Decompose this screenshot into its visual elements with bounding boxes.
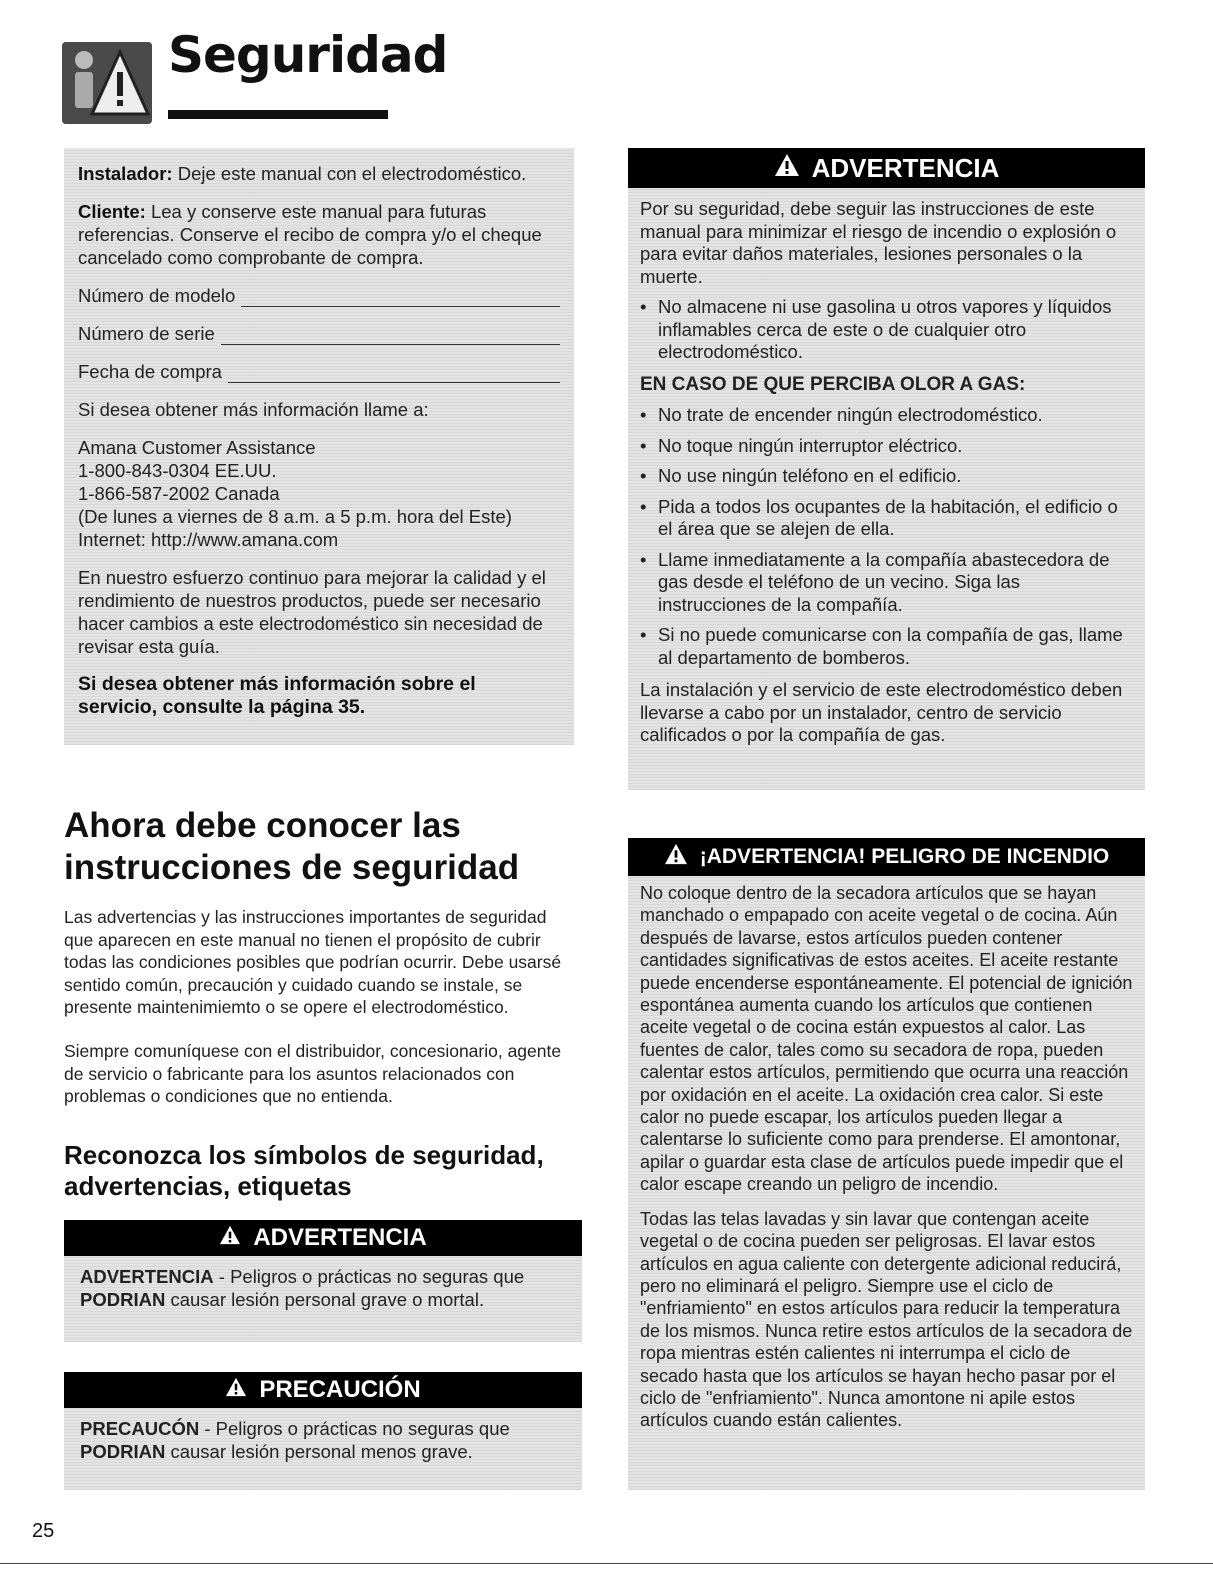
symbol-warning-line — [80, 1266, 570, 1289]
symbol-caution-box — [64, 1372, 582, 1490]
list-item: • No almacene ni use gasolina u otros vapores y líquidos inflamables cerca de este o de cualquier otro electrodoméstico. — [640, 296, 1133, 364]
contact-line: 1-800-843-0304 EE.UU. — [78, 460, 277, 481]
list-item: • Si no puede comunicarse con la compañía de gas, llame al departamento de bomberos. — [640, 624, 1133, 669]
warning-triangle-icon — [225, 1376, 247, 1404]
warning-box — [628, 148, 1145, 790]
section-subheading: Reconozca los símbolos de seguridad, advertencias, etiquetas — [64, 1140, 544, 1201]
page-number: 25 — [32, 1520, 55, 1542]
warning-closing: La instalación y el servicio de este electrodoméstico deben llevarse a cabo por un instalador, centro de servicio calificados o por la compañía de gas. — [640, 679, 1123, 745]
bullet-text: No toque ningún interruptor eléctrico. — [658, 434, 963, 456]
symbol-warning-title: ADVERTENCIA — [253, 1224, 427, 1251]
list-item: • No toque ningún interruptor eléctrico. — [640, 434, 963, 456]
service-text: Si desea obtener más información sobre el servicio, consulte la página 35. — [78, 673, 476, 718]
serial-line[interactable] — [221, 328, 560, 345]
bullet-text: No almacene ni use gasolina u otros vapores y líquidos inflamables cerca de este o de cualquier otro electrodoméstico. — [658, 296, 1112, 362]
installer-label: Instalador: — [78, 163, 173, 184]
improvement-text: En nuestro esfuerzo continuo para mejorar la calidad y el rendimiento de nuestros productos, puede ser necesario hacer cambios a este electrodoméstico sin necesidad de revisar esta guía. — [78, 567, 546, 657]
model-label: Número de modelo — [78, 285, 236, 306]
symbol-caution-line — [80, 1418, 570, 1441]
warning-triangle-icon — [219, 1224, 241, 1252]
symbol-warning-text: causar lesión personal grave o mortal. — [165, 1288, 485, 1310]
warning-triangle-icon — [774, 153, 800, 184]
section-paragraph: Las advertencias y las instrucciones importantes de seguridad que aparecen en este manual no tienen el propósito de cubrir todas las condiciones posibles que podrían ocurrir. Debe usarsé sentido común, precaución y cuidado cuando se instale, se presente maintenimiemto o se opere el electrodoméstico. — [64, 907, 562, 1017]
contact-line: Internet: http://www.amana.com — [78, 529, 339, 550]
warning-person-icon — [62, 42, 152, 124]
client-label: Cliente: — [78, 201, 146, 222]
client-text: Lea y conserve este manual para futuras referencias. Conserve el recibo de compra y/o el cheque cancelado como comprobante de compra. — [78, 201, 542, 268]
section-heading: Ahora debe conocer las instrucciones de seguridad — [64, 806, 520, 887]
bullet-text: Si no puede comunicarse con la compañía de gas, llame al departamento de bomberos. — [658, 624, 1123, 668]
more-info-text: Si desea obtener más información llame a: — [78, 399, 429, 420]
contact-line: Amana Customer Assistance — [78, 437, 316, 458]
list-item: • No trate de encender ningún electrodoméstico. — [640, 404, 1043, 425]
list-item: • Pida a todos los ocupantes de la habitación, el edificio o el área que se alejen de ella. — [640, 496, 1133, 541]
client-line — [78, 200, 560, 269]
title-underline — [168, 110, 388, 119]
serial-field[interactable] — [78, 322, 560, 345]
fire-warning-banner — [628, 838, 1145, 876]
installer-text: Deje este manual con el electrodoméstico. — [177, 163, 527, 184]
gas-heading: EN CASO DE QUE PERCIBA OLOR A GAS: — [640, 373, 1026, 395]
contact-line: (De lunes a viernes de 8 a.m. a 5 p.m. hora del Este) — [78, 506, 512, 527]
symbol-caution-text: - Peligros o prácticas no seguras que — [199, 1418, 510, 1439]
list-item: • No use ningún teléfono en el edificio. — [640, 465, 962, 486]
symbol-warning-line — [80, 1289, 570, 1312]
page-title: Seguridad — [168, 26, 448, 84]
fire-warning-box — [628, 838, 1145, 1490]
symbol-caution-title: PRECAUCIÓN — [259, 1376, 421, 1403]
purchase-date-label: Fecha de compra — [78, 361, 222, 382]
symbol-caution-label: PODRIAN — [80, 1440, 166, 1462]
info-box — [64, 148, 574, 745]
symbol-caution-label: PRECAUCÓN — [80, 1418, 200, 1439]
section-paragraph: Siempre comuníquese con el distribuidor, concesionario, agente de servicio o fabricante para los asuntos relacionados con problemas o condiciones que no entienda. — [64, 1041, 562, 1106]
warning-banner — [628, 148, 1145, 188]
symbol-caution-line — [80, 1441, 570, 1464]
list-item: • Llame inmediatamente a la compañía abastecedora de gas desde el teléfono de un vecino. Siga las instrucciones de la compañía. — [640, 549, 1133, 617]
installer-line — [78, 162, 560, 185]
symbol-caution-text: causar lesión personal menos grave. — [165, 1440, 473, 1462]
contact-line: 1-866-587-2002 Canada — [78, 483, 280, 504]
serial-label: Número de serie — [78, 323, 215, 344]
warning-triangle-icon — [664, 843, 688, 871]
bullet-text: No use ningún teléfono en el edificio. — [658, 465, 962, 486]
fire-warning-para: Todas las telas lavadas y sin lavar que contengan aceite vegetal o de cocina pueden ser peligrosas. El lavar estos artículos en agua caliente con detergente adicional reducirá, pero no eliminará el peligro. Siempre use el ciclo de "enfriamiento" en estos artículos para reducir la temperatura de los mismos. Nunca retire estos artículos de la secadora de ropa mientras estén calientes ni interrumpa el ciclo de secado hasta que los artículos se hayan hecho pasar por el ciclo de "enfriamiento". Nunca amontone ni apile estos artículos cuando están calientes. — [640, 1208, 1133, 1431]
fire-warning-para: No coloque dentro de la secadora artículos que se hayan manchado o empapado con aceite vegetal o de cocina. Aún después de lavarse, estos artículos pueden contener cantidades significativas de estos aceites. El aceite restante puede encenderse espontáneamente. El potencial de ignición espontánea aumenta cuando los artículos que contienen aceite vegetal o de cocina están expuestos al calor. Las fuentes de calor, tales como su secadora de ropa, pueden calentar estos artículos, permitiendo que ocurra una reacción por oxidación en el aceite. La oxidación crea calor. Si este calor no puede escapar, los artículos pueden llegar a calentarse lo suficiente como para prenderse. El amontonar, apilar o guardar esta clase de artículos puede impedir que el calor escape creando un peligro de incendio. — [640, 883, 1133, 1195]
bullet-text: No trate de encender ningún electrodoméstico. — [658, 404, 1043, 425]
fire-warning-title: ¡ADVERTENCIA! PELIGRO DE INCENDIO — [699, 845, 1110, 868]
symbol-warning-banner — [64, 1220, 582, 1256]
bullet-text: Pida a todos los ocupantes de la habitación, el edificio o el área que se alejen de ella. — [658, 495, 1118, 539]
symbol-warning-label: ADVERTENCIA — [80, 1266, 214, 1287]
symbol-warning-text: - Peligros o prácticas no seguras que — [213, 1266, 525, 1287]
warning-intro: Por su seguridad, debe seguir las instrucciones de este manual para minimizar el riesgo de incendio o explosión o para evitar daños materiales, lesiones personales o la muerte. — [640, 198, 1117, 287]
symbol-caution-banner — [64, 1372, 582, 1408]
purchase-date-field[interactable] — [78, 360, 560, 383]
purchase-date-line[interactable] — [228, 366, 560, 383]
bullet-text: Llame inmediatamente a la compañía abastecedora de gas desde el teléfono de un vecino. Siga las instrucciones de la compañía. — [658, 548, 1110, 615]
symbol-warning-box — [64, 1220, 582, 1342]
symbol-warning-label: PODRIAN — [80, 1288, 166, 1310]
warning-title: ADVERTENCIA — [811, 152, 1000, 183]
page-divider — [0, 1563, 1213, 1564]
model-line[interactable] — [241, 290, 560, 307]
model-field[interactable] — [78, 284, 560, 307]
